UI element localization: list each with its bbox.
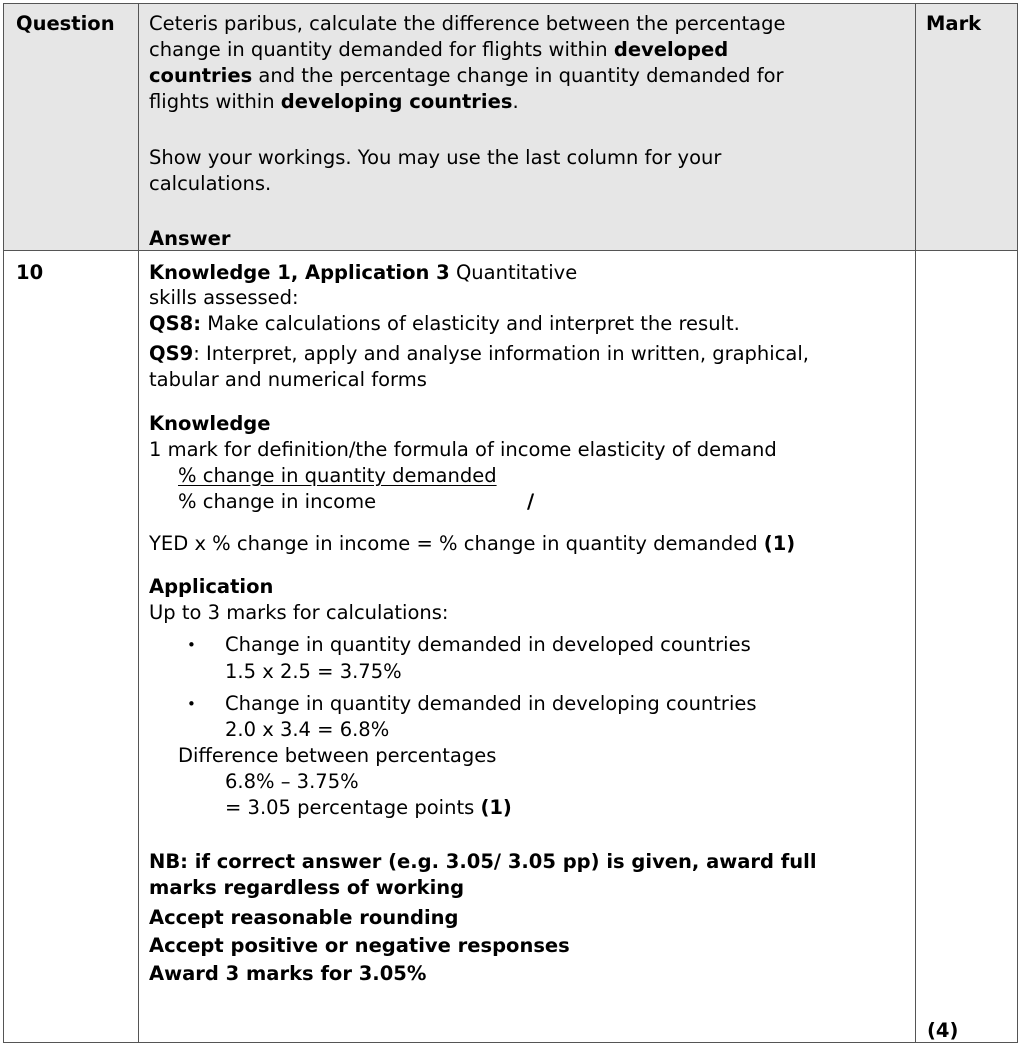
mark-column-heading: Mark: [926, 12, 982, 35]
qs9-line: QS9: Interpret, apply and analyse information in written, graphical,: [149, 342, 809, 365]
calculation-result: = 3.05 percentage points (1): [225, 796, 512, 819]
award-note: Award 3 marks for 3.05%: [149, 962, 427, 985]
nb-note: NB: if correct answer (e.g. 3.05/ 3.05 pp) is given, award full: [149, 850, 817, 873]
question-column-heading: Question: [16, 12, 115, 35]
mark-scheme-table: [3, 3, 1018, 1043]
prompt-line: change in quantity demanded for flights within developed: [149, 38, 729, 61]
knowledge-heading: Knowledge: [149, 412, 271, 435]
header-question-cell: [4, 4, 138, 250]
column-divider: [915, 4, 916, 1042]
calculation-line: 2.0 x 3.4 = 6.8%: [225, 718, 390, 741]
prompt-line: Ceteris paribus, calculate the difference between the percentage: [149, 12, 786, 35]
question-number: 10: [16, 261, 44, 284]
assessment-objectives: Knowledge 1, Application 3 Quantitative: [149, 261, 578, 284]
difference-label: Difference between percentages: [178, 744, 497, 767]
formula-tick-mark: /: [527, 490, 535, 513]
application-heading: Application: [149, 575, 274, 598]
calculation-line: 6.8% – 3.75%: [225, 770, 359, 793]
prompt-instruction: Show your workings. You may use the last column for your: [149, 146, 722, 169]
prompt-instruction: calculations.: [149, 172, 272, 195]
nb-note: marks regardless of working: [149, 876, 465, 899]
mark-total: (4): [927, 1019, 959, 1042]
prompt-line: countries and the percentage change in quantity demanded for: [149, 64, 784, 87]
bullet-icon: •: [187, 636, 196, 654]
column-divider: [138, 4, 139, 1042]
bullet-text: Change in quantity demanded in developed countries: [225, 633, 751, 656]
qs8-line: QS8: Make calculations of elasticity and interpret the result.: [149, 312, 740, 335]
formula-numerator: % change in quantity demanded: [178, 464, 497, 487]
formula-denominator: % change in income: [178, 490, 377, 513]
knowledge-line: 1 mark for definition/the formula of income elasticity of demand: [149, 438, 777, 461]
bullet-text: Change in quantity demanded in developing countries: [225, 692, 757, 715]
calculation-line: 1.5 x 2.5 = 3.75%: [225, 660, 402, 683]
yed-line: YED x % change in income = % change in quantity demanded (1): [149, 532, 796, 555]
accept-note: Accept reasonable rounding: [149, 906, 459, 929]
assessment-objectives: skills assessed:: [149, 286, 299, 309]
bullet-icon: •: [187, 695, 196, 713]
accept-note: Accept positive or negative responses: [149, 934, 570, 957]
header-mark-cell: [916, 4, 1017, 250]
answer-heading: Answer: [149, 227, 231, 250]
qs9-line: tabular and numerical forms: [149, 368, 427, 391]
prompt-line: flights within developing countries.: [149, 90, 519, 113]
application-line: Up to 3 marks for calculations:: [149, 601, 449, 624]
